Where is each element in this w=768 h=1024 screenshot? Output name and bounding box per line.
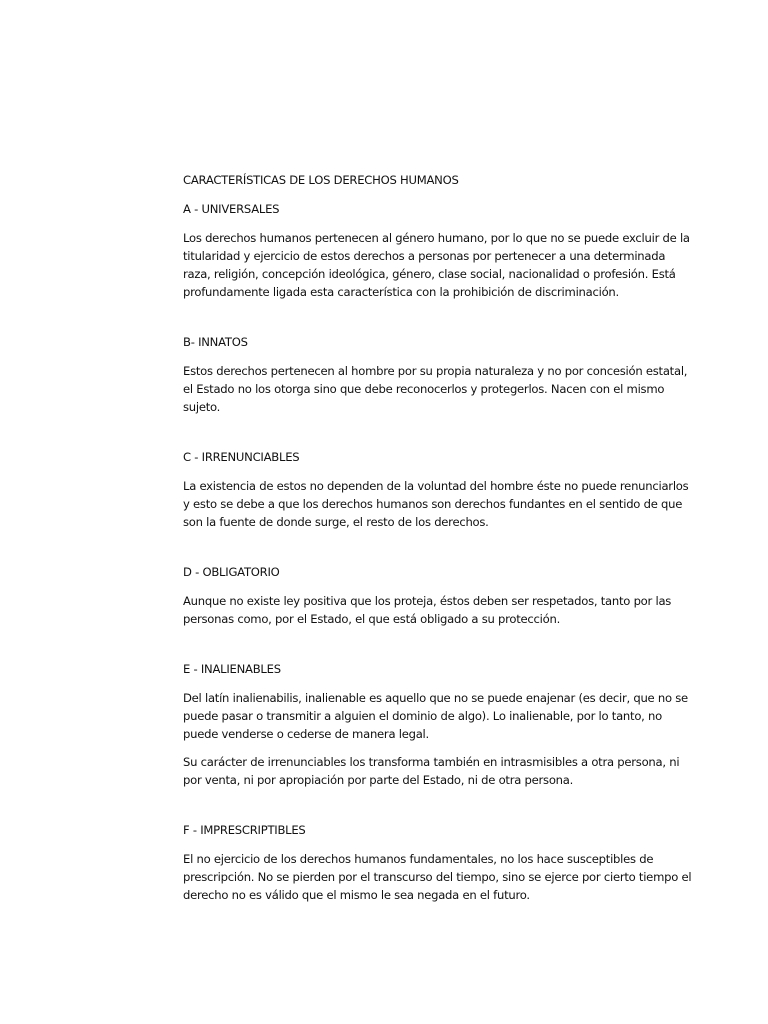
section-heading: E - INALIENABLES	[183, 662, 281, 676]
section-paragraph: Su carácter de irrenunciables los transforma también en intrasmisibles a otra persona, ni por venta, ni por apropiación por parte del Estado, ni de otra persona.	[183, 755, 680, 787]
section-paragraph: Del latín inalienabilis, inalienable es aquello que no se puede enajenar (es decir, que no se puede pasar o transmitir a alguien el dominio de algo). Lo inalienable, por lo tanto, no puede venderse o cederse de manera legal.	[183, 691, 688, 741]
section-obligatorio	[183, 563, 695, 628]
section-irrenunciables	[183, 448, 695, 531]
section-innatos	[183, 333, 695, 416]
section-heading: F - IMPRESCRIPTIBLES	[183, 823, 306, 837]
document-title: CARACTERÍSTICAS DE LOS DERECHOS HUMANOS	[183, 173, 459, 187]
section-inalienables	[183, 660, 695, 789]
section-heading: B- INNATOS	[183, 335, 248, 349]
section-paragraph: Los derechos humanos pertenecen al género humano, por lo que no se puede excluir de la titularidad y ejercicio de estos derechos a personas por pertenecer a una determinada raza, religión, concepción ideológica, género, clase social, nacionalidad o profesión. Está profundamente ligada esta característica con la prohibición de discriminación.	[183, 231, 690, 299]
section-paragraph: Estos derechos pertenecen al hombre por su propia naturaleza y no por concesión estatal, el Estado no los otorga sino que debe reconocerlos y protegerlos. Nacen con el mismo sujeto.	[183, 364, 688, 414]
section-paragraph: El no ejercicio de los derechos humanos fundamentales, no los hace susceptibles de prescripción. No se pierden por el transcurso del tiempo, sino se ejerce por cierto tiempo el derecho no es válido que el mismo le sea negada en el futuro.	[183, 852, 692, 902]
section-imprescriptibles	[183, 821, 695, 904]
section-universales	[183, 200, 695, 301]
section-paragraph: La existencia de estos no dependen de la voluntad del hombre éste no puede renunciarlos y esto se debe a que los derechos humanos son derechos fundantes en el sentido de que son la fuente de donde surge, el resto de los derechos.	[183, 479, 689, 529]
section-paragraph: Aunque no existe ley positiva que los proteja, éstos deben ser respetados, tanto por las personas como, por el Estado, el que está obligado a su protección.	[183, 594, 672, 626]
section-heading: D - OBLIGATORIO	[183, 565, 280, 579]
document-content	[183, 171, 695, 904]
section-heading: A - UNIVERSALES	[183, 202, 280, 216]
section-heading: C - IRRENUNCIABLES	[183, 450, 300, 464]
